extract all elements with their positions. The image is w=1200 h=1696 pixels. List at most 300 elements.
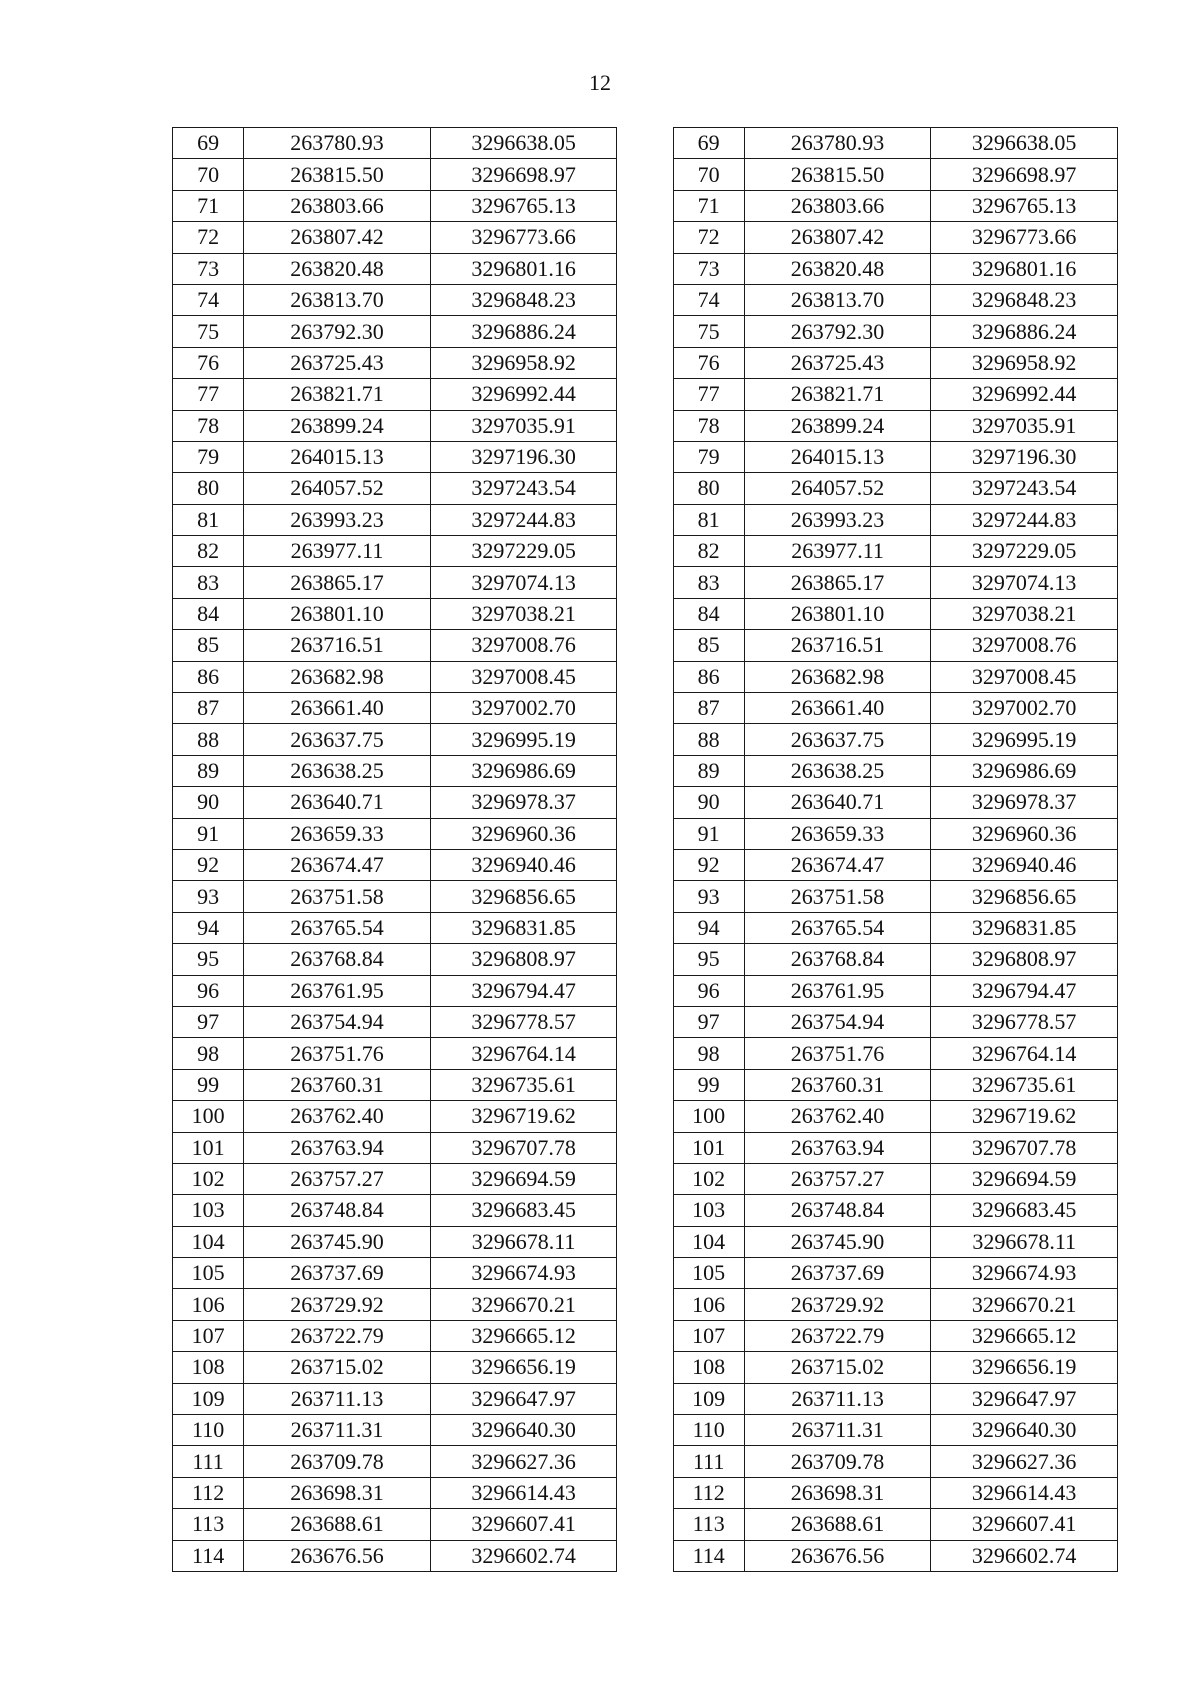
column-gap (617, 598, 673, 629)
table-row (173, 128, 1118, 159)
column-gap (617, 410, 673, 441)
left-y-coordinate: 3296656.19 (430, 1352, 617, 1383)
table-row (173, 724, 1118, 755)
column-gap (617, 1163, 673, 1194)
right-y-coordinate: 3296778.57 (931, 1006, 1118, 1037)
left-point-number: 101 (173, 1132, 244, 1163)
right-point-number: 78 (673, 410, 744, 441)
right-y-coordinate: 3296856.65 (931, 881, 1118, 912)
right-x-coordinate: 263725.43 (744, 347, 931, 378)
table-row (173, 1477, 1118, 1508)
right-point-number: 69 (673, 128, 744, 159)
left-y-coordinate: 3297008.45 (430, 661, 617, 692)
column-gap (617, 190, 673, 221)
right-x-coordinate: 263711.13 (744, 1383, 931, 1414)
right-x-coordinate: 263821.71 (744, 379, 931, 410)
left-y-coordinate: 3296831.85 (430, 912, 617, 943)
left-x-coordinate: 263763.94 (244, 1132, 431, 1163)
left-point-number: 103 (173, 1195, 244, 1226)
left-point-number: 100 (173, 1101, 244, 1132)
column-gap (617, 1477, 673, 1508)
left-y-coordinate: 3296992.44 (430, 379, 617, 410)
column-gap (617, 1226, 673, 1257)
left-point-number: 81 (173, 504, 244, 535)
left-x-coordinate: 263899.24 (244, 410, 431, 441)
right-y-coordinate: 3296978.37 (931, 787, 1118, 818)
right-point-number: 109 (673, 1383, 744, 1414)
right-x-coordinate: 263820.48 (744, 253, 931, 284)
column-gap (617, 849, 673, 880)
column-gap (617, 253, 673, 284)
left-x-coordinate: 263640.71 (244, 787, 431, 818)
left-point-number: 112 (173, 1477, 244, 1508)
left-point-number: 110 (173, 1415, 244, 1446)
right-x-coordinate: 263716.51 (744, 630, 931, 661)
right-x-coordinate: 263674.47 (744, 849, 931, 880)
right-y-coordinate: 3296698.97 (931, 159, 1118, 190)
right-x-coordinate: 263792.30 (744, 316, 931, 347)
left-point-number: 80 (173, 473, 244, 504)
left-point-number: 113 (173, 1509, 244, 1540)
right-y-coordinate: 3296995.19 (931, 724, 1118, 755)
right-x-coordinate: 263682.98 (744, 661, 931, 692)
table-row (173, 379, 1118, 410)
left-point-number: 74 (173, 284, 244, 315)
left-y-coordinate: 3297002.70 (430, 693, 617, 724)
column-gap (617, 787, 673, 818)
left-x-coordinate: 263815.50 (244, 159, 431, 190)
left-y-coordinate: 3296627.36 (430, 1446, 617, 1477)
column-gap (617, 379, 673, 410)
left-x-coordinate: 263688.61 (244, 1509, 431, 1540)
column-gap (617, 755, 673, 786)
column-gap (617, 1132, 673, 1163)
left-point-number: 77 (173, 379, 244, 410)
right-x-coordinate: 263815.50 (744, 159, 931, 190)
right-y-coordinate: 3297244.83 (931, 504, 1118, 535)
left-x-coordinate: 263676.56 (244, 1540, 431, 1571)
right-y-coordinate: 3296665.12 (931, 1320, 1118, 1351)
right-x-coordinate: 263688.61 (744, 1509, 931, 1540)
right-y-coordinate: 3296670.21 (931, 1289, 1118, 1320)
table-row (173, 1383, 1118, 1414)
left-y-coordinate: 3296886.24 (430, 316, 617, 347)
column-gap (617, 159, 673, 190)
coordinate-table (172, 127, 1118, 1572)
right-y-coordinate: 3297035.91 (931, 410, 1118, 441)
left-y-coordinate: 3296856.65 (430, 881, 617, 912)
left-y-coordinate: 3296640.30 (430, 1415, 617, 1446)
table-row (173, 661, 1118, 692)
left-y-coordinate: 3296801.16 (430, 253, 617, 284)
right-point-number: 73 (673, 253, 744, 284)
left-x-coordinate: 263715.02 (244, 1352, 431, 1383)
right-point-number: 101 (673, 1132, 744, 1163)
right-y-coordinate: 3296640.30 (931, 1415, 1118, 1446)
column-gap (617, 347, 673, 378)
left-x-coordinate: 263792.30 (244, 316, 431, 347)
right-point-number: 75 (673, 316, 744, 347)
right-x-coordinate: 263762.40 (744, 1101, 931, 1132)
right-x-coordinate: 263711.31 (744, 1415, 931, 1446)
left-y-coordinate: 3296960.36 (430, 818, 617, 849)
right-x-coordinate: 263803.66 (744, 190, 931, 221)
right-y-coordinate: 3296986.69 (931, 755, 1118, 786)
column-gap (617, 441, 673, 472)
left-y-coordinate: 3296773.66 (430, 222, 617, 253)
left-x-coordinate: 264015.13 (244, 441, 431, 472)
left-x-coordinate: 263751.58 (244, 881, 431, 912)
right-x-coordinate: 263768.84 (744, 944, 931, 975)
left-x-coordinate: 263674.47 (244, 849, 431, 880)
left-y-coordinate: 3297008.76 (430, 630, 617, 661)
left-x-coordinate: 263993.23 (244, 504, 431, 535)
right-y-coordinate: 3296765.13 (931, 190, 1118, 221)
left-point-number: 108 (173, 1352, 244, 1383)
left-y-coordinate: 3297196.30 (430, 441, 617, 472)
column-gap (617, 1352, 673, 1383)
right-point-number: 96 (673, 975, 744, 1006)
column-gap (617, 128, 673, 159)
left-y-coordinate: 3296978.37 (430, 787, 617, 818)
right-x-coordinate: 263709.78 (744, 1446, 931, 1477)
right-x-coordinate: 263737.69 (744, 1258, 931, 1289)
left-y-coordinate: 3296719.62 (430, 1101, 617, 1132)
column-gap (617, 316, 673, 347)
column-gap (617, 284, 673, 315)
right-point-number: 111 (673, 1446, 744, 1477)
right-x-coordinate: 263993.23 (744, 504, 931, 535)
left-y-coordinate: 3296940.46 (430, 849, 617, 880)
column-gap (617, 1195, 673, 1226)
column-gap (617, 536, 673, 567)
table-row (173, 1101, 1118, 1132)
table-row (173, 1509, 1118, 1540)
right-x-coordinate: 263729.92 (744, 1289, 931, 1320)
left-x-coordinate: 263659.33 (244, 818, 431, 849)
right-y-coordinate: 3296602.74 (931, 1540, 1118, 1571)
table-row (173, 693, 1118, 724)
table-row (173, 755, 1118, 786)
right-y-coordinate: 3296886.24 (931, 316, 1118, 347)
left-y-coordinate: 3296647.97 (430, 1383, 617, 1414)
table-row (173, 1069, 1118, 1100)
table-row (173, 536, 1118, 567)
left-x-coordinate: 263765.54 (244, 912, 431, 943)
left-point-number: 85 (173, 630, 244, 661)
left-x-coordinate: 263780.93 (244, 128, 431, 159)
left-point-number: 72 (173, 222, 244, 253)
left-point-number: 83 (173, 567, 244, 598)
right-x-coordinate: 263754.94 (744, 1006, 931, 1037)
column-gap (617, 473, 673, 504)
right-y-coordinate: 3296773.66 (931, 222, 1118, 253)
left-y-coordinate: 3296607.41 (430, 1509, 617, 1540)
left-point-number: 93 (173, 881, 244, 912)
left-point-number: 89 (173, 755, 244, 786)
left-x-coordinate: 263768.84 (244, 944, 431, 975)
right-y-coordinate: 3296607.41 (931, 1509, 1118, 1540)
column-gap (617, 661, 673, 692)
right-x-coordinate: 263748.84 (744, 1195, 931, 1226)
left-y-coordinate: 3296808.97 (430, 944, 617, 975)
left-x-coordinate: 263711.31 (244, 1415, 431, 1446)
right-x-coordinate: 263757.27 (744, 1163, 931, 1194)
table-row (173, 410, 1118, 441)
left-y-coordinate: 3296698.97 (430, 159, 617, 190)
column-gap (617, 693, 673, 724)
left-x-coordinate: 263865.17 (244, 567, 431, 598)
left-y-coordinate: 3296638.05 (430, 128, 617, 159)
table-row (173, 1446, 1118, 1477)
left-point-number: 84 (173, 598, 244, 629)
column-gap (617, 818, 673, 849)
left-x-coordinate: 263716.51 (244, 630, 431, 661)
right-point-number: 71 (673, 190, 744, 221)
left-x-coordinate: 263682.98 (244, 661, 431, 692)
table-row (173, 347, 1118, 378)
right-point-number: 97 (673, 1006, 744, 1037)
left-point-number: 92 (173, 849, 244, 880)
left-point-number: 102 (173, 1163, 244, 1194)
right-x-coordinate: 263715.02 (744, 1352, 931, 1383)
left-y-coordinate: 3296674.93 (430, 1258, 617, 1289)
right-point-number: 76 (673, 347, 744, 378)
right-point-number: 106 (673, 1289, 744, 1320)
left-y-coordinate: 3296614.43 (430, 1477, 617, 1508)
right-point-number: 74 (673, 284, 744, 315)
left-point-number: 99 (173, 1069, 244, 1100)
right-y-coordinate: 3296647.97 (931, 1383, 1118, 1414)
column-gap (617, 1540, 673, 1571)
column-gap (617, 1038, 673, 1069)
right-y-coordinate: 3296638.05 (931, 128, 1118, 159)
right-y-coordinate: 3297002.70 (931, 693, 1118, 724)
right-y-coordinate: 3296801.16 (931, 253, 1118, 284)
table-row (173, 473, 1118, 504)
column-gap (617, 724, 673, 755)
left-point-number: 82 (173, 536, 244, 567)
left-y-coordinate: 3296995.19 (430, 724, 617, 755)
left-y-coordinate: 3296683.45 (430, 1195, 617, 1226)
table-row (173, 1006, 1118, 1037)
right-point-number: 83 (673, 567, 744, 598)
right-y-coordinate: 3296614.43 (931, 1477, 1118, 1508)
table-row (173, 1352, 1118, 1383)
right-point-number: 108 (673, 1352, 744, 1383)
left-y-coordinate: 3296765.13 (430, 190, 617, 221)
right-x-coordinate: 263813.70 (744, 284, 931, 315)
table-row (173, 787, 1118, 818)
column-gap (617, 1069, 673, 1100)
right-x-coordinate: 264015.13 (744, 441, 931, 472)
left-x-coordinate: 263661.40 (244, 693, 431, 724)
table-row (173, 630, 1118, 661)
right-y-coordinate: 3297008.76 (931, 630, 1118, 661)
table-row (173, 441, 1118, 472)
right-x-coordinate: 263899.24 (744, 410, 931, 441)
right-point-number: 99 (673, 1069, 744, 1100)
left-point-number: 111 (173, 1446, 244, 1477)
left-y-coordinate: 3296735.61 (430, 1069, 617, 1100)
left-y-coordinate: 3296665.12 (430, 1320, 617, 1351)
left-y-coordinate: 3296848.23 (430, 284, 617, 315)
left-y-coordinate: 3297243.54 (430, 473, 617, 504)
left-point-number: 91 (173, 818, 244, 849)
right-x-coordinate: 263761.95 (744, 975, 931, 1006)
left-point-number: 70 (173, 159, 244, 190)
left-point-number: 69 (173, 128, 244, 159)
left-point-number: 76 (173, 347, 244, 378)
right-point-number: 72 (673, 222, 744, 253)
right-point-number: 113 (673, 1509, 744, 1540)
right-x-coordinate: 263801.10 (744, 598, 931, 629)
left-y-coordinate: 3296794.47 (430, 975, 617, 1006)
left-point-number: 114 (173, 1540, 244, 1571)
right-x-coordinate: 263659.33 (744, 818, 931, 849)
right-point-number: 98 (673, 1038, 744, 1069)
table-row (173, 818, 1118, 849)
left-point-number: 87 (173, 693, 244, 724)
column-gap (617, 881, 673, 912)
right-point-number: 80 (673, 473, 744, 504)
left-x-coordinate: 263757.27 (244, 1163, 431, 1194)
right-y-coordinate: 3296683.45 (931, 1195, 1118, 1226)
right-point-number: 103 (673, 1195, 744, 1226)
left-point-number: 97 (173, 1006, 244, 1037)
table-row (173, 1163, 1118, 1194)
table-row (173, 316, 1118, 347)
left-y-coordinate: 3296678.11 (430, 1226, 617, 1257)
left-x-coordinate: 263638.25 (244, 755, 431, 786)
right-point-number: 95 (673, 944, 744, 975)
right-y-coordinate: 3296764.14 (931, 1038, 1118, 1069)
right-point-number: 77 (673, 379, 744, 410)
column-gap (617, 1258, 673, 1289)
left-y-coordinate: 3296602.74 (430, 1540, 617, 1571)
right-point-number: 92 (673, 849, 744, 880)
right-y-coordinate: 3297008.45 (931, 661, 1118, 692)
left-point-number: 71 (173, 190, 244, 221)
page-number: 12 (589, 70, 611, 95)
right-x-coordinate: 263760.31 (744, 1069, 931, 1100)
right-x-coordinate: 263638.25 (744, 755, 931, 786)
column-gap (617, 1446, 673, 1477)
right-point-number: 93 (673, 881, 744, 912)
table-row (173, 1132, 1118, 1163)
column-gap (617, 912, 673, 943)
right-y-coordinate: 3296694.59 (931, 1163, 1118, 1194)
table-row (173, 504, 1118, 535)
table-row (173, 1195, 1118, 1226)
left-y-coordinate: 3297074.13 (430, 567, 617, 598)
right-y-coordinate: 3296960.36 (931, 818, 1118, 849)
right-y-coordinate: 3296735.61 (931, 1069, 1118, 1100)
table-row (173, 912, 1118, 943)
right-y-coordinate: 3296848.23 (931, 284, 1118, 315)
left-x-coordinate: 263751.76 (244, 1038, 431, 1069)
column-gap (617, 944, 673, 975)
left-point-number: 98 (173, 1038, 244, 1069)
left-x-coordinate: 263748.84 (244, 1195, 431, 1226)
left-x-coordinate: 263760.31 (244, 1069, 431, 1100)
right-point-number: 104 (673, 1226, 744, 1257)
right-point-number: 100 (673, 1101, 744, 1132)
right-x-coordinate: 263865.17 (744, 567, 931, 598)
table-row (173, 1038, 1118, 1069)
right-x-coordinate: 263745.90 (744, 1226, 931, 1257)
left-point-number: 88 (173, 724, 244, 755)
right-point-number: 89 (673, 755, 744, 786)
left-point-number: 106 (173, 1289, 244, 1320)
right-y-coordinate: 3296627.36 (931, 1446, 1118, 1477)
left-point-number: 86 (173, 661, 244, 692)
right-x-coordinate: 263751.76 (744, 1038, 931, 1069)
right-x-coordinate: 263780.93 (744, 128, 931, 159)
left-x-coordinate: 263698.31 (244, 1477, 431, 1508)
table-row (173, 222, 1118, 253)
table-row (173, 944, 1118, 975)
column-gap (617, 1320, 673, 1351)
left-x-coordinate: 263820.48 (244, 253, 431, 284)
left-x-coordinate: 263977.11 (244, 536, 431, 567)
table-row (173, 253, 1118, 284)
right-point-number: 102 (673, 1163, 744, 1194)
right-point-number: 90 (673, 787, 744, 818)
right-point-number: 82 (673, 536, 744, 567)
right-x-coordinate: 264057.52 (744, 473, 931, 504)
right-point-number: 85 (673, 630, 744, 661)
right-point-number: 88 (673, 724, 744, 755)
table-row (173, 975, 1118, 1006)
right-y-coordinate: 3296674.93 (931, 1258, 1118, 1289)
right-y-coordinate: 3297074.13 (931, 567, 1118, 598)
table-row (173, 1320, 1118, 1351)
coordinate-table-body (173, 128, 1118, 1572)
left-point-number: 78 (173, 410, 244, 441)
right-x-coordinate: 263763.94 (744, 1132, 931, 1163)
left-x-coordinate: 263761.95 (244, 975, 431, 1006)
right-point-number: 91 (673, 818, 744, 849)
right-point-number: 94 (673, 912, 744, 943)
column-gap (617, 1383, 673, 1414)
right-y-coordinate: 3296940.46 (931, 849, 1118, 880)
left-y-coordinate: 3297035.91 (430, 410, 617, 441)
left-x-coordinate: 263754.94 (244, 1006, 431, 1037)
right-point-number: 84 (673, 598, 744, 629)
left-x-coordinate: 263725.43 (244, 347, 431, 378)
left-y-coordinate: 3296694.59 (430, 1163, 617, 1194)
right-y-coordinate: 3296707.78 (931, 1132, 1118, 1163)
right-x-coordinate: 263765.54 (744, 912, 931, 943)
column-gap (617, 1509, 673, 1540)
right-point-number: 87 (673, 693, 744, 724)
left-x-coordinate: 263807.42 (244, 222, 431, 253)
right-point-number: 86 (673, 661, 744, 692)
column-gap (617, 567, 673, 598)
table-row (173, 159, 1118, 190)
column-gap (617, 1289, 673, 1320)
left-x-coordinate: 263637.75 (244, 724, 431, 755)
column-gap (617, 222, 673, 253)
right-y-coordinate: 3296958.92 (931, 347, 1118, 378)
table-row (173, 1289, 1118, 1320)
left-x-coordinate: 263813.70 (244, 284, 431, 315)
right-point-number: 107 (673, 1320, 744, 1351)
table-row (173, 284, 1118, 315)
left-x-coordinate: 264057.52 (244, 473, 431, 504)
table-row (173, 1258, 1118, 1289)
